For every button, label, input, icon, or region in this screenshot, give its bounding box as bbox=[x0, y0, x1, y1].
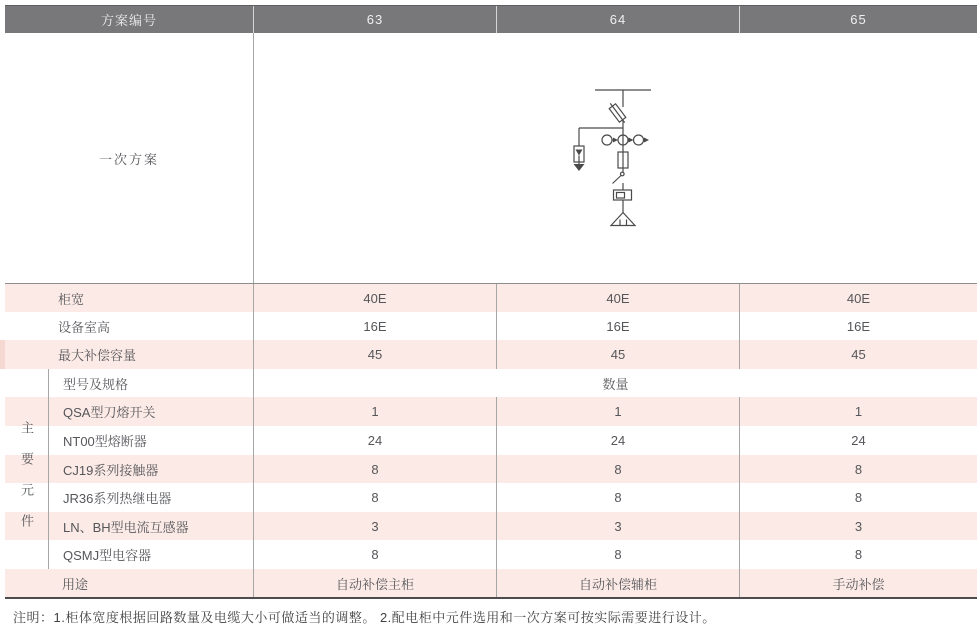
table-row bbox=[5, 312, 977, 340]
cell-value: 1 bbox=[496, 397, 739, 426]
row-label-qsmj-capacitor: QSMJ型电容器 bbox=[48, 540, 253, 569]
primary-scheme-label: 一次方案 bbox=[98, 151, 159, 167]
row-label-ln-bh-current-transformer: LN、BH型电流互感器 bbox=[48, 512, 253, 540]
table-row-usage bbox=[5, 569, 977, 597]
table-row bbox=[5, 426, 977, 455]
cell-value: 1 bbox=[739, 397, 977, 426]
cell-value: 8 bbox=[253, 455, 496, 483]
main-components-group-text: 主要元件 bbox=[19, 421, 34, 545]
row-label-model-and-spec: 型号及规格 bbox=[48, 369, 253, 397]
cell-value: 3 bbox=[739, 512, 977, 540]
table-row bbox=[5, 397, 977, 426]
table-header-row bbox=[5, 5, 977, 33]
cell-value: 自动补偿辅柜 bbox=[496, 569, 739, 597]
table-row bbox=[5, 483, 977, 512]
cell-value: 24 bbox=[496, 426, 739, 455]
row-label-equipment-room-height: 设备室高 bbox=[58, 319, 111, 335]
cell-value: 40E bbox=[496, 284, 739, 312]
row-label-usage: 用途 bbox=[62, 576, 89, 592]
cell-value: 40E bbox=[253, 284, 496, 312]
table-bottom-border bbox=[5, 597, 977, 599]
cell-value: 8 bbox=[739, 483, 977, 512]
cell-value: 8 bbox=[253, 483, 496, 512]
cell-value: 45 bbox=[739, 340, 977, 369]
cell-value: 1 bbox=[253, 397, 496, 426]
fuse-symbol bbox=[618, 146, 628, 172]
earth-ground-symbol bbox=[574, 162, 585, 171]
cell-value: 24 bbox=[739, 426, 977, 455]
cell-value: 16E bbox=[496, 312, 739, 340]
cell-value: 8 bbox=[496, 483, 739, 512]
delta-capacitor-bank-symbol bbox=[611, 213, 635, 226]
contactor-switch-symbol bbox=[613, 172, 625, 190]
table-row bbox=[5, 455, 977, 483]
single-line-diagram bbox=[254, 33, 977, 283]
table-row bbox=[5, 283, 977, 312]
knife-fuse-switch-symbol bbox=[607, 101, 628, 128]
primary-scheme-row bbox=[5, 33, 977, 283]
main-components-group-label bbox=[5, 397, 48, 569]
cell-value: 16E bbox=[739, 312, 977, 340]
page-edge-tab bbox=[0, 340, 5, 369]
row-label-cabinet-width: 柜宽 bbox=[58, 291, 85, 307]
surge-arrester-symbol bbox=[574, 128, 584, 162]
current-transformer-symbols bbox=[602, 135, 649, 145]
cell-value: 8 bbox=[496, 455, 739, 483]
footnote: 注明：1.柜体宽度根据回路数量及电缆大小可做适当的调整。 2.配电柜中元件选用和一次方案可按实际需要进行设计。 bbox=[13, 610, 716, 625]
cell-value: 8 bbox=[739, 540, 977, 569]
merged-quantity-header: 数量 bbox=[253, 369, 977, 397]
header-scheme-number-label: 方案编号 bbox=[100, 13, 157, 28]
row-label-qsa-knife-fuse-switch: QSA型刀熔开关 bbox=[48, 397, 253, 426]
header-scheme-65: 65 bbox=[739, 6, 977, 33]
thermal-relay-symbol bbox=[614, 190, 632, 213]
row-label-jr36-thermal-relay: JR36系列热继电器 bbox=[48, 483, 253, 512]
cell-value: 3 bbox=[253, 512, 496, 540]
row-label-max-compensation-capacity: 最大补偿容量 bbox=[58, 348, 137, 363]
row-label-nt00-fuse: NT00型熔断器 bbox=[48, 426, 253, 455]
table-row bbox=[5, 340, 977, 369]
header-scheme-64: 64 bbox=[496, 6, 739, 33]
cell-value: 自动补偿主柜 bbox=[253, 569, 496, 597]
row-label-cj19-contactor: CJ19系列接触器 bbox=[48, 455, 253, 483]
cell-value: 3 bbox=[496, 512, 739, 540]
cell-value: 16E bbox=[253, 312, 496, 340]
busbar-line bbox=[595, 90, 651, 107]
cell-value: 24 bbox=[253, 426, 496, 455]
cell-value: 8 bbox=[496, 540, 739, 569]
table-row-model-spec bbox=[5, 369, 977, 397]
cell-value: 45 bbox=[496, 340, 739, 369]
cell-value: 40E bbox=[739, 284, 977, 312]
table-row bbox=[5, 540, 977, 569]
single-line-diagram-cell bbox=[253, 33, 977, 283]
cell-value: 8 bbox=[253, 540, 496, 569]
header-scheme-63: 63 bbox=[253, 6, 496, 33]
group-spacer-cell bbox=[5, 369, 48, 397]
cell-value: 45 bbox=[253, 340, 496, 369]
cell-value: 8 bbox=[739, 455, 977, 483]
cell-value: 手动补偿 bbox=[739, 569, 977, 597]
table-row bbox=[5, 512, 977, 540]
